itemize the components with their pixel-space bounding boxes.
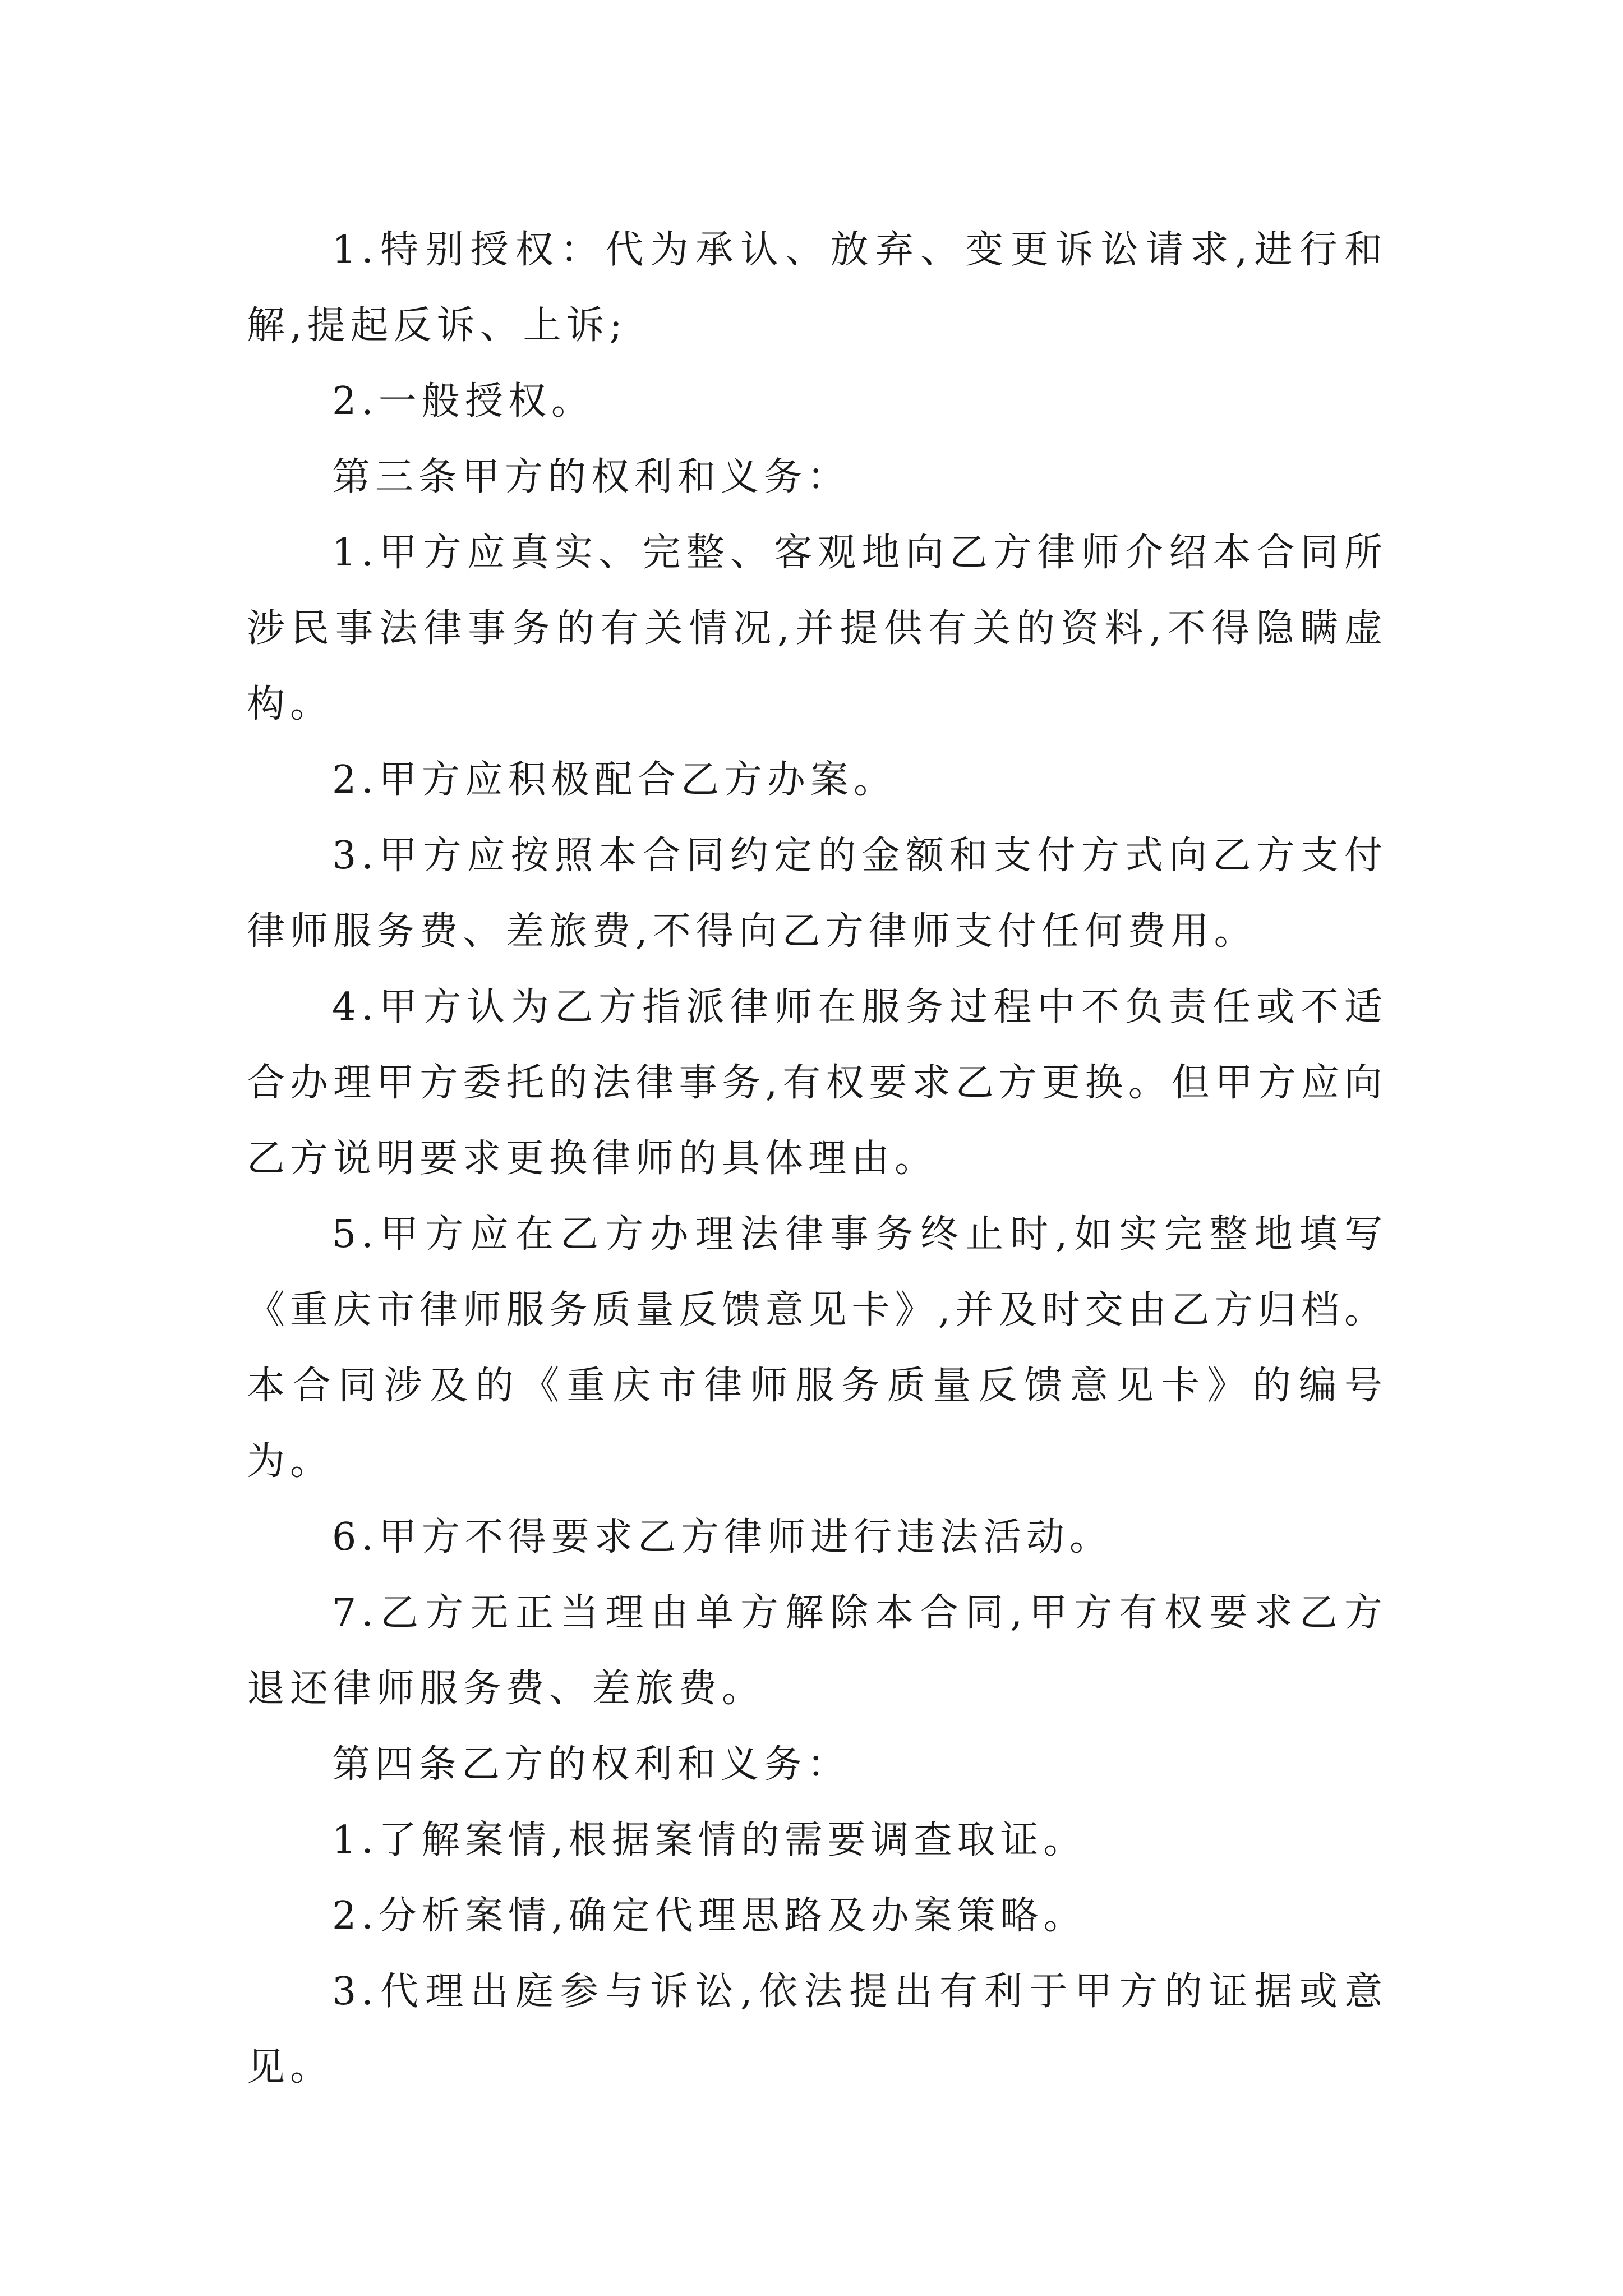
paragraph-article-4-item-1: 1.了解案情,根据案情的需要调查取证。 [332, 1818, 1087, 1862]
paragraph-article-3-item-7: 7.乙方无正当理由单方解除本合同,甲方有权要求乙方退还律师服务费、差旅费。 [247, 1591, 1387, 1711]
paragraph-article-4-item-2: 2.分析案情,确定代理思路及办案策略。 [332, 1894, 1087, 1938]
document-body [247, 212, 1387, 2105]
paragraph-article-3-item-4: 4.甲方认为乙方指派律师在服务过程中不负责任或不适合办理甲方委托的法律事务,有权要求乙方更换。但甲方应向乙方说明要求更换律师的具体理由。 [247, 985, 1387, 1181]
paragraph-article-3-item-6: 6.甲方不得要求乙方律师进行违法活动。 [332, 1515, 1113, 1559]
paragraph-article-3-item-5: 5.甲方应在乙方办理法律事务终止时,如实完整地填写《重庆市律师服务质量反馈意见卡》,并及时交由乙方归档。本合同涉及的《重庆市律师服务质量反馈意见卡》的编号为。 [247, 1212, 1387, 1484]
paragraph-general-authorization: 2.一般授权。 [332, 379, 594, 424]
paragraph-article-3-item-1: 1.甲方应真实、完整、客观地向乙方律师介绍本合同所涉民事法律事务的有关情况,并提供有关的资料,不得隐瞒虚构。 [247, 531, 1387, 726]
paragraph-special-authorization: 1.特别授权：代为承认、放弃、变更诉讼请求,进行和解,提起反诉、上诉; [247, 228, 1387, 348]
paragraph-article-3-item-2: 2.甲方应积极配合乙方办案。 [332, 758, 897, 802]
paragraph-article-4-item-3: 3.代理出庭参与诉讼,依法提出有利于甲方的证据或意见。 [247, 1970, 1387, 2090]
heading-article-3: 第三条甲方的权利和义务： [332, 455, 851, 499]
paragraph-article-3-item-3: 3.甲方应按照本合同约定的金额和支付方式向乙方支付律师服务费、差旅费,不得向乙方律师支付任何费用。 [247, 834, 1387, 954]
heading-article-4: 第四条乙方的权利和义务： [332, 1742, 851, 1787]
